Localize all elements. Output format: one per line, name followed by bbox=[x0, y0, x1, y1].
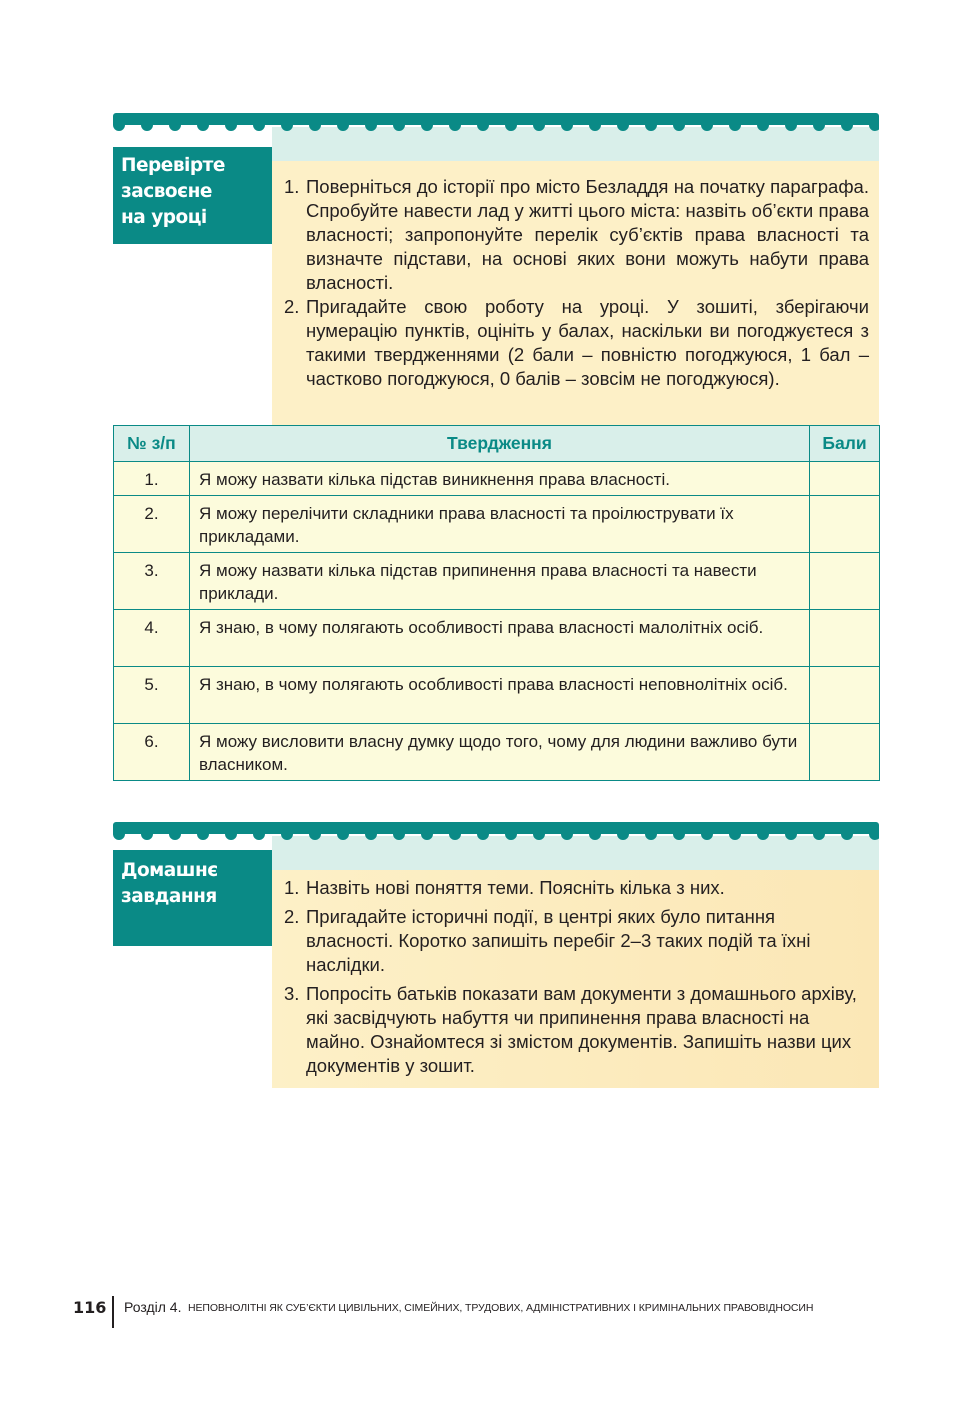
decor-dot bbox=[589, 829, 601, 840]
decor-dot bbox=[673, 829, 685, 840]
decor-dot bbox=[309, 120, 321, 131]
decor-dot bbox=[785, 120, 797, 131]
decor-dot bbox=[337, 829, 349, 840]
decor-dot bbox=[477, 120, 489, 131]
row-score bbox=[810, 496, 880, 553]
mint-strip bbox=[272, 836, 879, 870]
decor-dot bbox=[617, 120, 629, 131]
decor-dot bbox=[113, 829, 125, 840]
row-score bbox=[810, 667, 880, 724]
review-item-number: 1. bbox=[284, 176, 300, 197]
decor-dot bbox=[197, 120, 209, 131]
decor-dot bbox=[449, 829, 461, 840]
decor-dot bbox=[141, 829, 153, 840]
homework-item-text: Пригадайте історичні події, в центрі яких було питання власності. Коротко запишіть перебіг 2–3 таких подій та їхні наслідки. bbox=[306, 906, 811, 975]
decor-dot bbox=[225, 829, 237, 840]
homework-item-number: 3. bbox=[284, 983, 300, 1004]
row-score bbox=[810, 462, 880, 496]
row-score bbox=[810, 610, 880, 667]
header-statement: Твердження bbox=[190, 426, 810, 462]
decor-dot bbox=[505, 120, 517, 131]
homework-label-line: завдання bbox=[121, 886, 217, 907]
decor-dot bbox=[197, 829, 209, 840]
table-row bbox=[114, 610, 880, 667]
decor-dot bbox=[365, 120, 377, 131]
decor-dot bbox=[869, 829, 879, 840]
decor-dot bbox=[757, 829, 769, 840]
row-score bbox=[810, 724, 880, 781]
decor-dot bbox=[533, 120, 545, 131]
decor-dot bbox=[281, 829, 293, 840]
decor-dot bbox=[869, 120, 879, 131]
decor-dot bbox=[729, 829, 741, 840]
row-number: 3. bbox=[114, 553, 190, 610]
row-statement: Я можу перелічити складники права власності та проілюструвати їх прикладами. bbox=[190, 496, 810, 553]
footer-divider bbox=[112, 1296, 114, 1328]
page-number: 116 bbox=[73, 1298, 107, 1317]
decor-dot bbox=[785, 829, 797, 840]
review-item-number: 2. bbox=[284, 296, 300, 317]
row-statement: Я знаю, в чому полягають особливості права власності неповнолітніх осіб. bbox=[190, 667, 810, 724]
decor-dot bbox=[701, 829, 713, 840]
decor-dot bbox=[505, 829, 517, 840]
homework-item bbox=[284, 982, 869, 1078]
review-panel bbox=[272, 161, 879, 425]
homework-section bbox=[113, 822, 879, 1088]
decor-dot bbox=[645, 829, 657, 840]
decor-dot bbox=[421, 829, 433, 840]
decor-dot bbox=[645, 120, 657, 131]
decor-dot bbox=[421, 120, 433, 131]
row-statement: Я знаю, в чому полягають особливості права власності малолітніх осіб. bbox=[190, 610, 810, 667]
decor-dot bbox=[841, 829, 853, 840]
review-label-line: Перевірте bbox=[121, 155, 225, 176]
table-row bbox=[114, 553, 880, 610]
row-number: 1. bbox=[114, 462, 190, 496]
review-item-text: Поверніться до історії про місто Безладдя на початку параграфа. Спробуйте навести лад у житті цього міста: назвіть об’єкти права власності; запропонуйте перелік суб’єктів права власності та визначте підстави, на основі яких вони можуть набути права власності. bbox=[306, 176, 869, 293]
decor-dot bbox=[141, 120, 153, 131]
homework-item bbox=[284, 876, 869, 900]
decor-dot bbox=[113, 120, 125, 131]
decor-dot bbox=[337, 120, 349, 131]
row-number: 6. bbox=[114, 724, 190, 781]
homework-panel bbox=[272, 870, 879, 1088]
table-header-row bbox=[114, 426, 880, 462]
table-row bbox=[114, 462, 880, 496]
review-item bbox=[284, 175, 869, 295]
row-number: 4. bbox=[114, 610, 190, 667]
table-row bbox=[114, 496, 880, 553]
decor-dot bbox=[365, 829, 377, 840]
self-assessment-table bbox=[113, 425, 880, 781]
decor-dot bbox=[589, 120, 601, 131]
decor-dot bbox=[477, 829, 489, 840]
row-score bbox=[810, 553, 880, 610]
table-row bbox=[114, 667, 880, 724]
row-statement: Я можу висловити власну думку щодо того, чому для людини важливо бути власником. bbox=[190, 724, 810, 781]
decor-dot bbox=[813, 120, 825, 131]
homework-item-number: 1. bbox=[284, 877, 300, 898]
row-number: 2. bbox=[114, 496, 190, 553]
header-score: Бали bbox=[810, 426, 880, 462]
homework-label-line: Домашнє bbox=[121, 860, 218, 881]
row-number: 5. bbox=[114, 667, 190, 724]
decor-dot bbox=[841, 120, 853, 131]
decor-dot bbox=[617, 829, 629, 840]
decor-dot bbox=[309, 829, 321, 840]
decor-dot bbox=[281, 120, 293, 131]
review-item bbox=[284, 295, 869, 391]
homework-label bbox=[113, 850, 272, 946]
review-label bbox=[113, 147, 272, 244]
decor-dot bbox=[729, 120, 741, 131]
decor-dot bbox=[561, 829, 573, 840]
homework-item bbox=[284, 905, 869, 977]
homework-item-number: 2. bbox=[284, 906, 300, 927]
mint-strip bbox=[272, 127, 879, 161]
table-row bbox=[114, 724, 880, 781]
dot-row bbox=[113, 829, 879, 841]
decor-dot bbox=[225, 120, 237, 131]
decor-dot bbox=[169, 120, 181, 131]
dot-row bbox=[113, 120, 879, 132]
header-number: № з/п bbox=[114, 426, 190, 462]
review-section bbox=[113, 113, 879, 425]
decor-dot bbox=[673, 120, 685, 131]
decor-dot bbox=[533, 829, 545, 840]
row-statement: Я можу назвати кілька підстав виникнення права власності. bbox=[190, 462, 810, 496]
decor-dot bbox=[253, 120, 265, 131]
row-statement: Я можу назвати кілька підстав припинення права власності та навести приклади. bbox=[190, 553, 810, 610]
decor-dot bbox=[561, 120, 573, 131]
decor-dot bbox=[701, 120, 713, 131]
footer-section: Розділ 4. bbox=[124, 1299, 182, 1315]
homework-item-text: Назвіть нові поняття теми. Поясніть кілька з них. bbox=[306, 877, 725, 898]
decor-dot bbox=[393, 120, 405, 131]
decor-dot bbox=[393, 829, 405, 840]
review-label-line: на уроці bbox=[121, 207, 207, 228]
decor-dot bbox=[757, 120, 769, 131]
decor-dot bbox=[813, 829, 825, 840]
review-item-text: Пригадайте свою роботу на уроці. У зошиті, зберігаючи нумерацію пунктів, оцініть у балах, наскільки ви погоджуєтеся з такими твердженнями (2 бали – повністю погоджуюся, 1 бал – частково погоджуюся, 0 балів – зовсім не погоджуюся). bbox=[306, 296, 869, 389]
homework-item-text: Попросіть батьків показати вам документи з домашнього архіву, які засвідчують набуття чи припинення права власності на майно. Ознайомтеся зі змістом документів. Запишіть назви цих документів у зошит. bbox=[306, 983, 857, 1076]
decor-dot bbox=[449, 120, 461, 131]
decor-dot bbox=[253, 829, 265, 840]
footer-title: НЕПОВНОЛІТНІ ЯК СУБ’ЄКТИ ЦИВІЛЬНИХ, СІМЕЙНИХ, ТРУДОВИХ, АДМІНІСТРАТИВНИХ І КРИМІНАЛЬНИХ ПРАВОВІДНОСИН bbox=[188, 1302, 814, 1314]
decor-dot bbox=[169, 829, 181, 840]
review-label-line: засвоєне bbox=[121, 181, 212, 202]
